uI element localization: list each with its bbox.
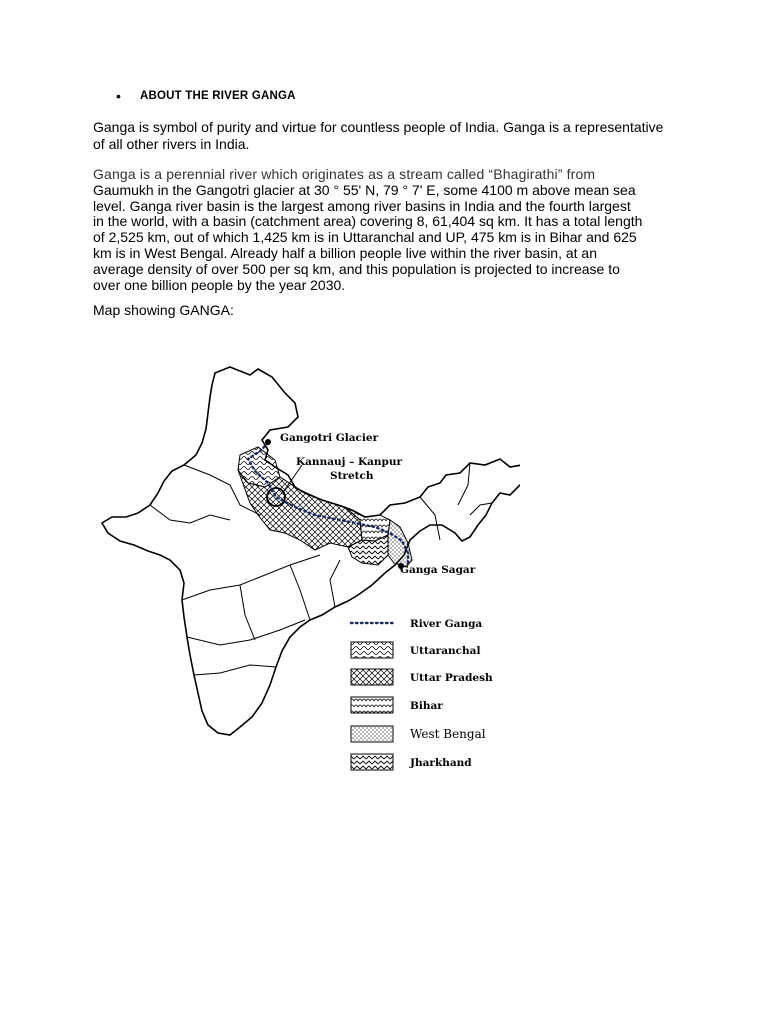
details-paragraph [93,167,642,293]
legend-label-west-bengal: West Bengal [410,727,486,741]
legend-label-bihar: Bihar [410,700,443,712]
details-line: of 2,525 km, out of which 1,425 km is in Uttaranchal and UP, 475 km is in Bihar and 625 [93,229,637,246]
intro-line: Ganga is symbol of purity and virtue for countless people of India. Ganga is a representative [93,119,664,135]
section-heading [116,88,296,104]
ganga-map [90,355,520,785]
legend-swatch-west-bengal [351,726,393,742]
heading-text: ABOUT THE RIVER GANGA [140,90,296,102]
kannauj-label: Kannauj – Kanpur [296,456,403,468]
ganga-sagar-label: Ganga Sagar [400,564,476,576]
legend-swatch-jharkhand [351,754,393,770]
details-line: over one billion people by the year 2030. [93,276,346,293]
legend-swatch-bihar [351,697,393,713]
bullet-icon: • [116,88,121,104]
map-legend [351,618,493,770]
details-line: in the world, with a basin (catchment area) covering 8, 61,404 sq km. It has a total length [93,213,643,230]
legend-swatch-uttar-pradesh [351,669,393,685]
legend-label-jharkhand: Jharkhand [410,757,472,769]
legend-label-river: River Ganga [410,618,483,630]
intro-paragraph [93,119,663,153]
legend-swatch-uttaranchal [351,642,393,658]
gangotri-label: Gangotri Glacier [280,432,379,444]
stretch-label: Stretch [330,470,374,482]
legend-label-uttaranchal: Uttaranchal [410,645,481,657]
map-heading: Map showing GANGA: [93,302,234,318]
details-line: km is in West Bengal. Already half a billion people live within the river basin, at an [93,244,598,261]
details-line: average density of over 500 per sq km, and this population is projected to increase to [93,260,620,277]
legend-label-uttar-pradesh: Uttar Pradesh [410,672,493,684]
intro-line: of all other rivers in India. [93,136,250,152]
details-line: level. Ganga river basin is the largest among river basins in India and the fourth largest [93,197,631,214]
details-line: Ganga is a perennial river which originates as a stream called “Bhagirathi” from [93,166,596,182]
gangotri-point [265,439,271,445]
details-line: Gaumukh in the Gangotri glacier at 30 ° 55' N, 79 ° 7' E, some 4100 m above mean sea [93,181,636,198]
